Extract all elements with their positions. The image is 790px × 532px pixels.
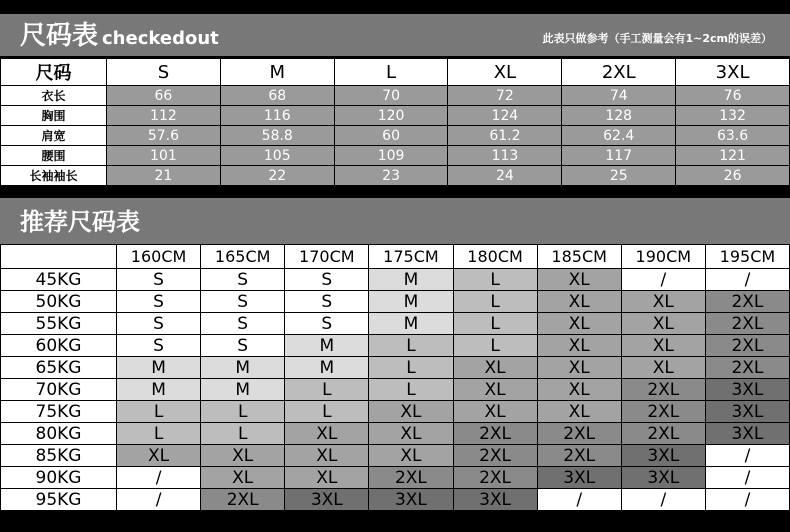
recommended-size: S <box>117 269 201 291</box>
recommended-size: L <box>117 423 201 445</box>
recommended-size: M <box>369 269 453 291</box>
recommended-size: 2XL <box>453 423 537 445</box>
recommended-size: L <box>369 335 453 357</box>
recommended-size: M <box>285 357 369 379</box>
recommended-size: 2XL <box>705 335 789 357</box>
weight-label: 90KG <box>1 467 117 489</box>
weight-row <box>1 423 790 445</box>
measure-value: 120 <box>334 106 448 126</box>
recommended-size: XL <box>285 423 369 445</box>
recommended-size: 2XL <box>369 467 453 489</box>
recommended-size: XL <box>621 357 705 379</box>
measure-value: 116 <box>220 106 334 126</box>
height-header: 165CM <box>201 245 285 269</box>
recommended-size: S <box>201 291 285 313</box>
height-header: 175CM <box>369 245 453 269</box>
weight-row <box>1 313 790 335</box>
height-header: 170CM <box>285 245 369 269</box>
recommended-size: XL <box>537 291 621 313</box>
recommended-size: 2XL <box>621 401 705 423</box>
weight-label: 55KG <box>1 313 117 335</box>
weight-label: 95KG <box>1 489 117 511</box>
recommended-size: 2XL <box>453 445 537 467</box>
recommended-size: XL <box>201 467 285 489</box>
recommended-size: XL <box>453 401 537 423</box>
size-header-xl: XL <box>448 59 562 86</box>
recommended-size: L <box>453 313 537 335</box>
measure-value: 62.4 <box>562 126 676 146</box>
weight-label: 60KG <box>1 335 117 357</box>
weight-label: 85KG <box>1 445 117 467</box>
measure-value: 58.8 <box>220 126 334 146</box>
recommended-size: 2XL <box>453 467 537 489</box>
recommended-size: M <box>369 291 453 313</box>
recommended-size: L <box>453 291 537 313</box>
recommended-size: XL <box>285 445 369 467</box>
weight-row <box>1 401 790 423</box>
recommended-size: XL <box>621 313 705 335</box>
recommended-size: M <box>201 379 285 401</box>
recommended-size: S <box>117 335 201 357</box>
recommended-size: 2XL <box>621 379 705 401</box>
recommended-size: XL <box>369 401 453 423</box>
measure-value: 121 <box>676 146 790 166</box>
weight-label: 65KG <box>1 357 117 379</box>
recommended-size: / <box>705 445 789 467</box>
measure-value: 63.6 <box>676 126 790 146</box>
measure-value: 105 <box>220 146 334 166</box>
size-header-m: M <box>220 59 334 86</box>
measure-value: 74 <box>562 86 676 106</box>
recommended-size: L <box>369 357 453 379</box>
recommended-size: 2XL <box>621 423 705 445</box>
measure-value: 70 <box>334 86 448 106</box>
recommended-size: L <box>453 269 537 291</box>
measure-value: 61.2 <box>448 126 562 146</box>
size-header-l: L <box>334 59 448 86</box>
measure-label: 胸围 <box>1 106 107 126</box>
recommended-size: 3XL <box>705 423 789 445</box>
measure-row <box>1 86 790 106</box>
recommended-size: 2XL <box>705 313 789 335</box>
measure-label: 腰围 <box>1 146 107 166</box>
weight-row <box>1 291 790 313</box>
recommended-size: / <box>117 467 201 489</box>
measurement-note: 此表只做参考（手工测量会有1~2cm的误差） <box>542 32 772 45</box>
recommended-size: 2XL <box>537 445 621 467</box>
measure-value: 60 <box>334 126 448 146</box>
recommended-size: 3XL <box>453 489 537 511</box>
measure-row <box>1 166 790 186</box>
recommended-size: XL <box>201 445 285 467</box>
recommended-size: / <box>621 269 705 291</box>
recommended-size: L <box>285 379 369 401</box>
recommended-size: / <box>705 467 789 489</box>
weight-row <box>1 489 790 511</box>
recommended-size: / <box>705 489 789 511</box>
height-header: 160CM <box>117 245 201 269</box>
recommended-size: 3XL <box>621 445 705 467</box>
recommended-size: 2XL <box>201 489 285 511</box>
recommended-size: XL <box>537 313 621 335</box>
recommended-size: L <box>117 401 201 423</box>
recommended-size: XL <box>369 423 453 445</box>
size-header-label: 尺码 <box>1 59 107 86</box>
recommended-size: S <box>201 335 285 357</box>
size-measurement-table <box>0 58 790 186</box>
height-header: 185CM <box>537 245 621 269</box>
table-corner <box>1 245 117 269</box>
recommended-size: L <box>201 423 285 445</box>
recommended-size: XL <box>621 335 705 357</box>
recommended-size: L <box>201 401 285 423</box>
recommended-size: 3XL <box>705 379 789 401</box>
recommended-size: / <box>117 489 201 511</box>
measure-value: 68 <box>220 86 334 106</box>
weight-label: 75KG <box>1 401 117 423</box>
measure-row <box>1 146 790 166</box>
recommended-size: S <box>117 291 201 313</box>
recommend-chart-title: 推荐尺码表 <box>20 208 140 236</box>
recommended-size: S <box>285 269 369 291</box>
measure-row <box>1 126 790 146</box>
recommended-size: / <box>621 489 705 511</box>
recommended-size: XL <box>537 379 621 401</box>
recommended-size: XL <box>537 269 621 291</box>
measure-value: 124 <box>448 106 562 126</box>
recommended-size: XL <box>537 357 621 379</box>
size-header-row <box>1 59 790 86</box>
recommended-size: M <box>369 313 453 335</box>
recommended-size: M <box>117 379 201 401</box>
weight-row <box>1 379 790 401</box>
size-chart-title-sub: checkedout <box>102 28 219 49</box>
recommended-size: / <box>537 489 621 511</box>
recommended-size: S <box>201 269 285 291</box>
measure-value: 101 <box>107 146 221 166</box>
recommended-size: M <box>201 357 285 379</box>
recommended-size: M <box>117 357 201 379</box>
height-header: 190CM <box>621 245 705 269</box>
measure-value: 25 <box>562 166 676 186</box>
recommended-size: 3XL <box>621 467 705 489</box>
recommended-size: L <box>285 401 369 423</box>
measure-value: 23 <box>334 166 448 186</box>
measure-value: 128 <box>562 106 676 126</box>
weight-label: 70KG <box>1 379 117 401</box>
height-header: 180CM <box>453 245 537 269</box>
height-header: 195CM <box>705 245 789 269</box>
measure-value: 57.6 <box>107 126 221 146</box>
recommended-size: 2XL <box>705 291 789 313</box>
measure-value: 76 <box>676 86 790 106</box>
measure-value: 26 <box>676 166 790 186</box>
weight-row <box>1 335 790 357</box>
recommended-size: XL <box>453 379 537 401</box>
measure-label: 长袖袖长 <box>1 166 107 186</box>
weight-row <box>1 357 790 379</box>
weight-label: 45KG <box>1 269 117 291</box>
recommended-size: 3XL <box>705 401 789 423</box>
recommended-size: S <box>285 313 369 335</box>
measure-value: 109 <box>334 146 448 166</box>
recommended-size: M <box>285 335 369 357</box>
recommended-size: S <box>117 313 201 335</box>
recommend-size-table <box>0 244 790 511</box>
measure-value: 132 <box>676 106 790 126</box>
weight-label: 80KG <box>1 423 117 445</box>
recommended-size: 2XL <box>705 357 789 379</box>
recommended-size: 3XL <box>537 467 621 489</box>
size-header-3xl: 3XL <box>676 59 790 86</box>
measure-row <box>1 106 790 126</box>
recommended-size: S <box>285 291 369 313</box>
measure-value: 113 <box>448 146 562 166</box>
height-header-row <box>1 245 790 269</box>
measure-value: 72 <box>448 86 562 106</box>
recommended-size: L <box>453 335 537 357</box>
recommended-size: XL <box>117 445 201 467</box>
recommended-size: XL <box>369 445 453 467</box>
size-header-2xl: 2XL <box>562 59 676 86</box>
weight-label: 50KG <box>1 291 117 313</box>
weight-row <box>1 445 790 467</box>
recommended-size: 3XL <box>285 489 369 511</box>
measure-value: 24 <box>448 166 562 186</box>
recommended-size: XL <box>537 401 621 423</box>
measure-value: 66 <box>107 86 221 106</box>
measure-value: 22 <box>220 166 334 186</box>
recommended-size: 3XL <box>369 489 453 511</box>
recommended-size: / <box>705 269 789 291</box>
measure-label: 肩宽 <box>1 126 107 146</box>
size-chart-title-text: 尺码表 <box>20 21 99 51</box>
weight-row <box>1 467 790 489</box>
recommended-size: L <box>369 379 453 401</box>
measure-value: 21 <box>107 166 221 186</box>
size-header-s: S <box>107 59 221 86</box>
measure-value: 117 <box>562 146 676 166</box>
recommended-size: XL <box>285 467 369 489</box>
recommended-size: 2XL <box>537 423 621 445</box>
measure-label: 衣长 <box>1 86 107 106</box>
recommended-size: XL <box>453 357 537 379</box>
measure-value: 112 <box>107 106 221 126</box>
recommended-size: XL <box>537 335 621 357</box>
weight-row <box>1 269 790 291</box>
size-chart-title <box>20 20 219 55</box>
recommended-size: S <box>201 313 285 335</box>
recommended-size: XL <box>621 291 705 313</box>
